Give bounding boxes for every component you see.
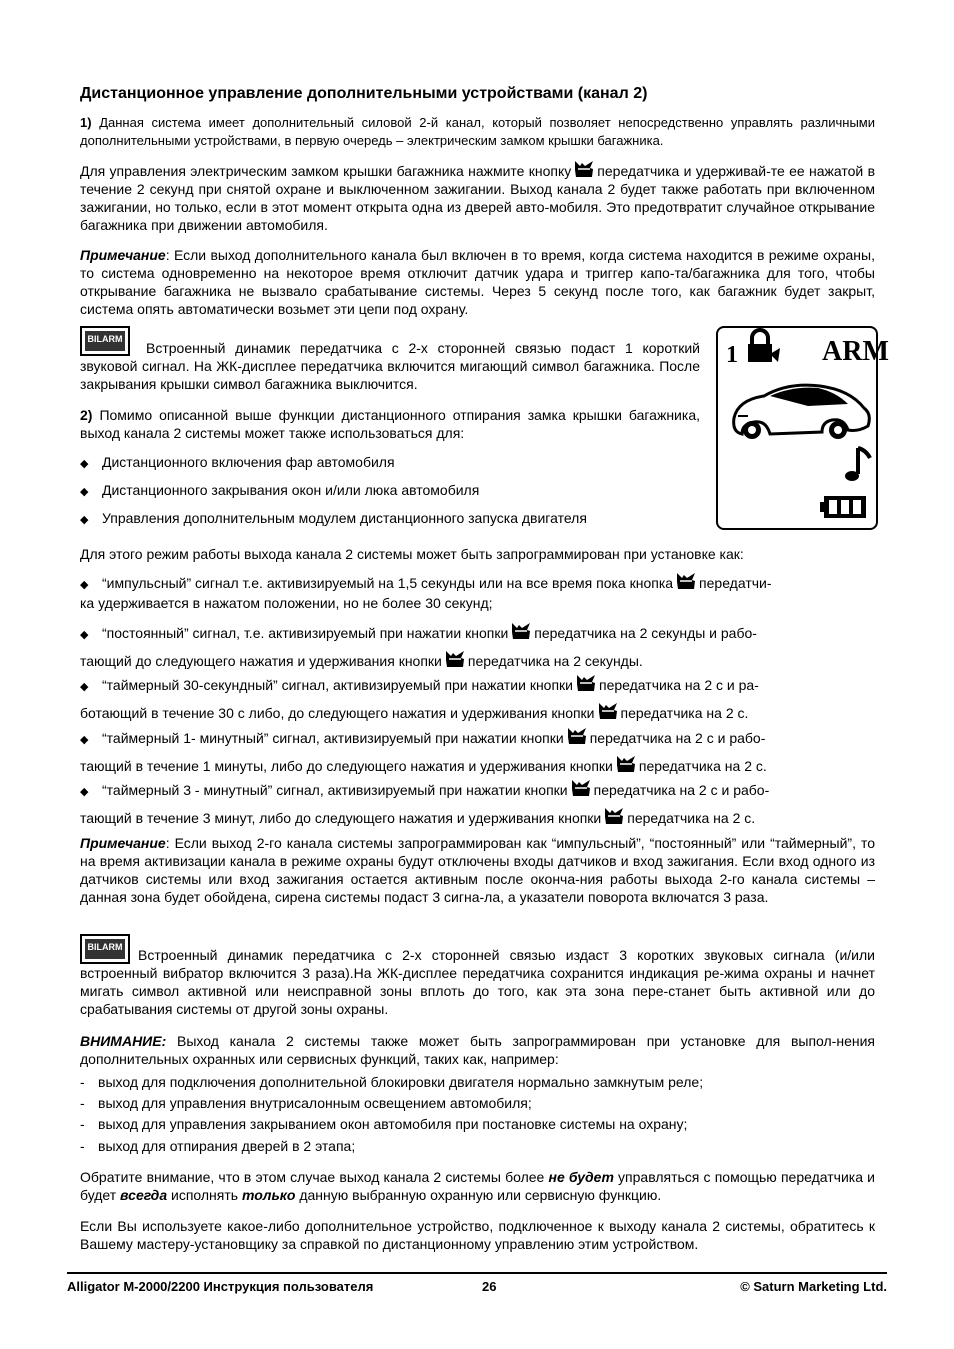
mode-item: ◆ “таймерный 1- минутный” сигнал, активизируемый при нажатии кнопки передатчика на 2 с и рабо- тающий в течение 1 минуты, либо до следующего нажатия и удерживания кнопки передатчика на 2 с.	[80, 725, 875, 779]
list-item: - выход для управления внутрисалонным освещением автомобиля;	[80, 1095, 532, 1111]
list-item: - выход для управления закрыванием окон автомобиля при постановке системы на охрану;	[80, 1116, 688, 1132]
note-1: Примечание: Если выход дополнительного канала был включен в то время, когда система находится в режиме охраны, то система одновременно на некоторое время отключит датчик удара и триггер капо-та/багажника для того, чтобы открывание багажника не вызвало срабатывание системы. Через 5 секунд после того, как багажник будет закрыт, система опять автоматически возьмет эти цепи под охрану.	[80, 247, 875, 317]
car-icon	[734, 385, 870, 439]
note-2: Примечание: Если выход 2-го канала системы запрограммирован как “импульсный”, “постоянный” или “таймерный”, то на время активизации канала в режиме охраны будут отключены входы датчиков и вход зажигания. Если вход одного из датчиков системы или вход зажигания остается активным после оконча-ния работы выхода 2-го канала системы – данная зона будет обойдена, сирена системы подаст 3 сигна-ла, а указатели поворота включатся 3 раза.	[80, 835, 875, 905]
paragraph-8: Если Вы используете какое-либо дополнительное устройство, подключенное к выходу канала 2 системы, обратитесь к Вашему мастеру-установщику за справкой по дистанционному управлению этим устройством.	[80, 1218, 875, 1252]
paragraph-3: Встроенный динамик передатчика с 2-х сторонней связью подаст 1 короткий звуковой сигнал. На ЖК-дисплее передатчика включится мигающий символ багажника. После закрывания крышки символ багажника выключится.	[80, 340, 700, 392]
paragraph-4: 2) Помимо описанной выше функции дистанционного отпирания замка крышки багажника, выход канала 2 системы может также использоваться для:	[80, 407, 700, 441]
mode-item: ◆ “постоянный” сигнал, т.е. активизируемый при нажатии кнопки передатчика на 2 секунды и рабо- тающий до следующего нажатия и удерживания кнопки передатчика на 2 секунды.	[80, 620, 875, 674]
trunk-button-icon	[604, 807, 624, 825]
page-number: 26	[482, 1279, 497, 1294]
paragraph-6: Встроенный динамик передатчика с 2-х сторонней связью издаст 3 коротких звуковых сигнала (и/или встроенный вибратор включится 3 раза).На ЖК-дисплее передатчика сохранится индикация ре-жима охраны и начнет мигать символ активной или неисправной зоны вплоть до того, как эта зона пере-станет быть активной или до срабатывания системы от другой зоны охраны.	[80, 947, 875, 1017]
trunk-button-icon	[574, 160, 594, 178]
trunk-button-icon	[576, 674, 596, 692]
section-title: Дистанционное управление дополнительными устройствами (канал 2)	[80, 85, 648, 102]
lcd-digit: 1	[726, 342, 738, 368]
trunk-button-icon	[616, 755, 636, 773]
bilarm-icon: BILARM	[80, 934, 130, 964]
lcd-arm-text: ARM	[822, 336, 889, 367]
para-text: Данная система имеет дополнительный силовой 2-й канал, который позволяет непосредственно управлять различными дополнительными устройствами, в первую очередь – электрическим замком крышки багажника.	[80, 115, 875, 148]
list-item: ◆ Дистанционного включения фар автомобиля	[80, 454, 395, 470]
para-number: 1)	[80, 115, 92, 130]
trunk-button-icon	[511, 622, 531, 640]
footer-copyright: © Saturn Marketing Ltd.	[740, 1279, 887, 1294]
footer-divider	[67, 1272, 887, 1274]
bilarm-icon: BILARM	[80, 326, 130, 356]
trunk-button-icon	[676, 572, 696, 590]
list-item: ◆ Управления дополнительным модулем дистанционного запуска двигателя	[80, 510, 587, 526]
trunk-button-icon	[571, 779, 591, 797]
mode-item: ◆ “таймерный 30-секундный” сигнал, активизируемый при нажатии кнопки передатчика на 2 с и ра- ботающий в течение 30 с либо, до следующего нажатия и удерживания кнопки передатчика на 2 с.	[80, 672, 875, 726]
trunk-button-icon	[598, 702, 618, 720]
mode-item: ◆ “импульсный” сигнал т.е. активизируемый на 1,5 секунды или на все время пока кнопка передатчи- ка удерживается в нажатом положении, но не более 30 секунд;	[80, 572, 875, 612]
trunk-button-icon	[445, 650, 465, 668]
attention-paragraph: ВНИМАНИЕ: Выход канала 2 системы также может быть запрограммирован при установке для выпол-нения дополнительных охранных или сервисных функций, таких как, например:	[80, 1033, 875, 1067]
trunk-button-icon	[567, 727, 587, 745]
paragraph-5: Для этого режим работы выхода канала 2 системы может быть запрограммирован при установке как:	[80, 546, 744, 562]
paragraph-2: Для управления электрическим замком крышки багажника нажмите кнопку передатчика и удерживай-те ее нажатой в течение 2 секунд при снятой охране и выключенном зажигании. Выход канала 2 будет также работать при включенном зажигании, но только, если в этот момент открыта одна из дверей авто-мобиля. Это предотвратит случайное открывание багажника при движении автомобиля.	[80, 160, 875, 234]
paragraph-1	[80, 114, 875, 150]
mode-item: ◆ “таймерный 3 - минутный” сигнал, активизируемый при нажатии кнопки передатчика на 2 с и рабо- тающий в течение 3 минут, либо до следующего нажатия и удерживания кнопки передатчика на 2 с.	[80, 777, 875, 831]
list-item: - выход для отпирания дверей в 2 этапа;	[80, 1138, 356, 1154]
lock-icon	[748, 330, 780, 362]
paragraph-7: Обратите внимание, что в этом случае выход канала 2 системы более не будет управляться с помощью передатчика и будет всегда исполнять только данную выбранную охранную или сервисную функцию.	[80, 1169, 875, 1203]
list-item: - выход для подключения дополнительной блокировки двигателя нормально замкнутым реле;	[80, 1074, 704, 1090]
footer-title: Alligator M-2000/2200 Инструкция пользователя	[67, 1279, 374, 1294]
list-item: ◆ Дистанционного закрывания окон и/или люка автомобиля	[80, 482, 480, 498]
